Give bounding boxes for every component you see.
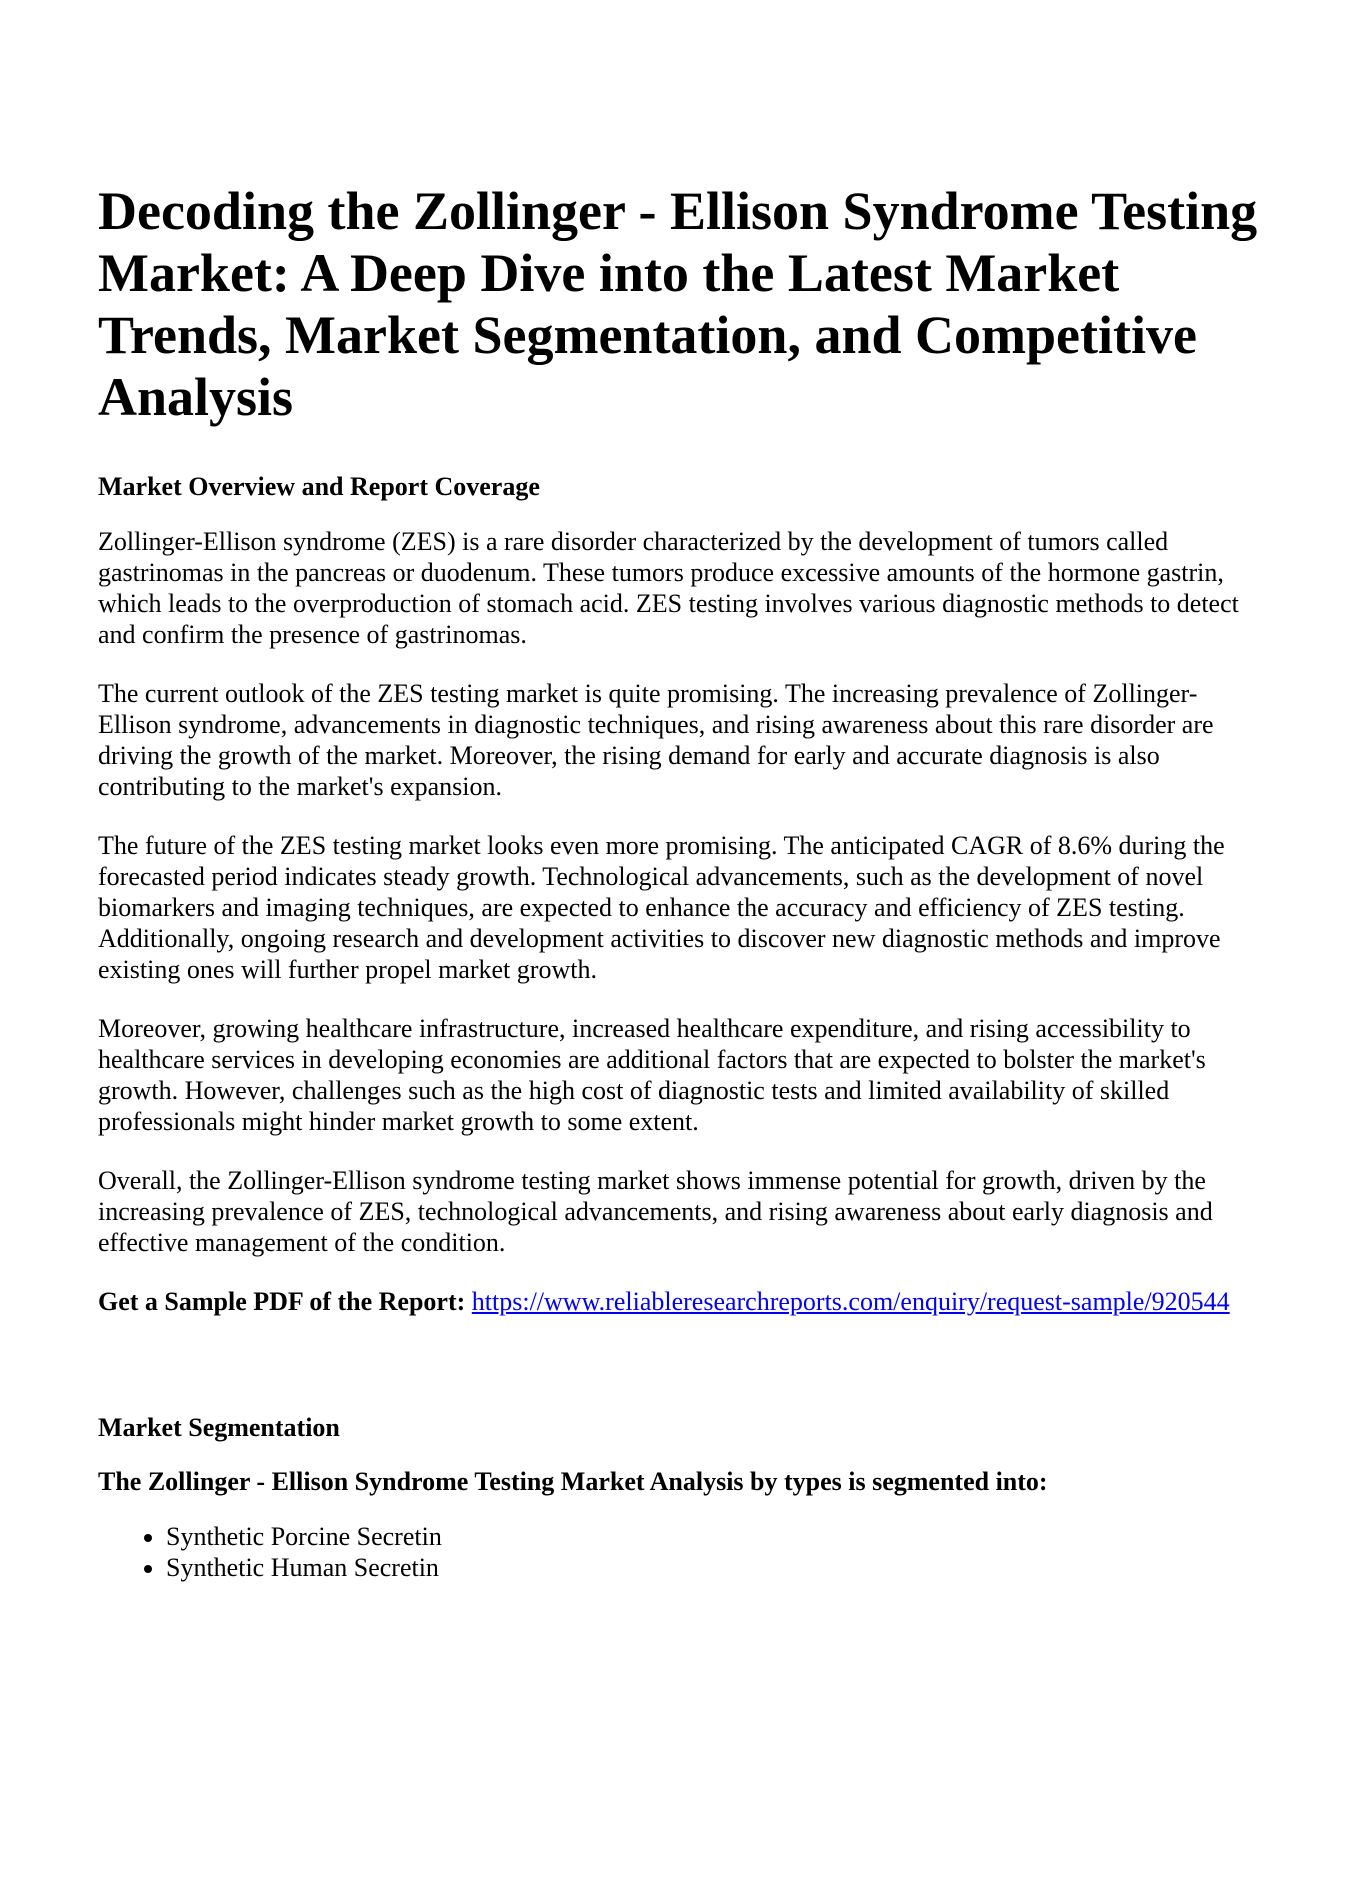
overview-paragraph-4: Moreover, growing healthcare infrastructure, increased healthcare expenditure, and rising accessibility to healthcare services in developing economies are additional factors that are expected to bolster the market's growth. However, challenges such as the high cost of diagnostic tests and limited availability of skilled professionals might hinder market growth to some extent. (98, 1014, 1206, 1136)
overview-paragraph-5: Overall, the Zollinger-Ellison syndrome testing market shows immense potential for growth, driven by the increasing prevalence of ZES, technological advancements, and rising awareness about early diagnosis and effective management of the condition. (98, 1166, 1213, 1257)
sample-pdf-label: Get a Sample PDF of the Report: (98, 1287, 466, 1316)
overview-paragraph-2: The current outlook of the ZES testing market is quite promising. The increasing prevalence of Zollinger-Ellison syndrome, advancements in diagnostic techniques, and rising awareness about this rare disorder are driving the growth of the market. Moreover, the rising demand for early and accurate diagnosis is also contributing to the market's expansion. (98, 679, 1214, 801)
sample-pdf-line (98, 1286, 1258, 1317)
document-title: Decoding the Zollinger - Ellison Syndrome Testing Market: A Deep Dive into the Latest Market Trends, Market Segmentation, and Competitive Analysis (98, 181, 1258, 427)
overview-paragraph-3: The future of the ZES testing market looks even more promising. The anticipated CAGR of 8.6% during the forecasted period indicates steady growth. Technological advancements, such as the development of novel biomarkers and imaging techniques, are expected to enhance the accuracy and efficiency of ZES testing. Additionally, ongoing research and development activities to discover new diagnostic methods and improve existing ones will further propel market growth. (98, 831, 1225, 984)
document-page (98, 180, 1258, 1583)
types-list (98, 1521, 1258, 1583)
overview-heading: Market Overview and Report Coverage (98, 472, 540, 501)
overview-paragraph-1: Zollinger-Ellison syndrome (ZES) is a rare disorder characterized by the development of tumors called gastrinomas in the pancreas or duodenum. These tumors produce excessive amounts of the hormone gastrin, which leads to the overproduction of stomach acid. ZES testing involves various diagnostic methods to detect and confirm the presence of gastrinomas. (98, 527, 1239, 649)
list-item: • Synthetic Human Secretin (166, 1552, 1258, 1583)
sample-pdf-link[interactable]: https://www.reliableresearchreports.com/enquiry/request-sample/920544 (471, 1287, 1230, 1316)
list-item: • Synthetic Porcine Secretin (166, 1521, 1258, 1552)
section-spacer (98, 1317, 1258, 1413)
segmentation-heading: Market Segmentation (98, 1413, 340, 1442)
types-heading: The Zollinger - Ellison Syndrome Testing Market Analysis by types is segmented into: (98, 1467, 1048, 1496)
